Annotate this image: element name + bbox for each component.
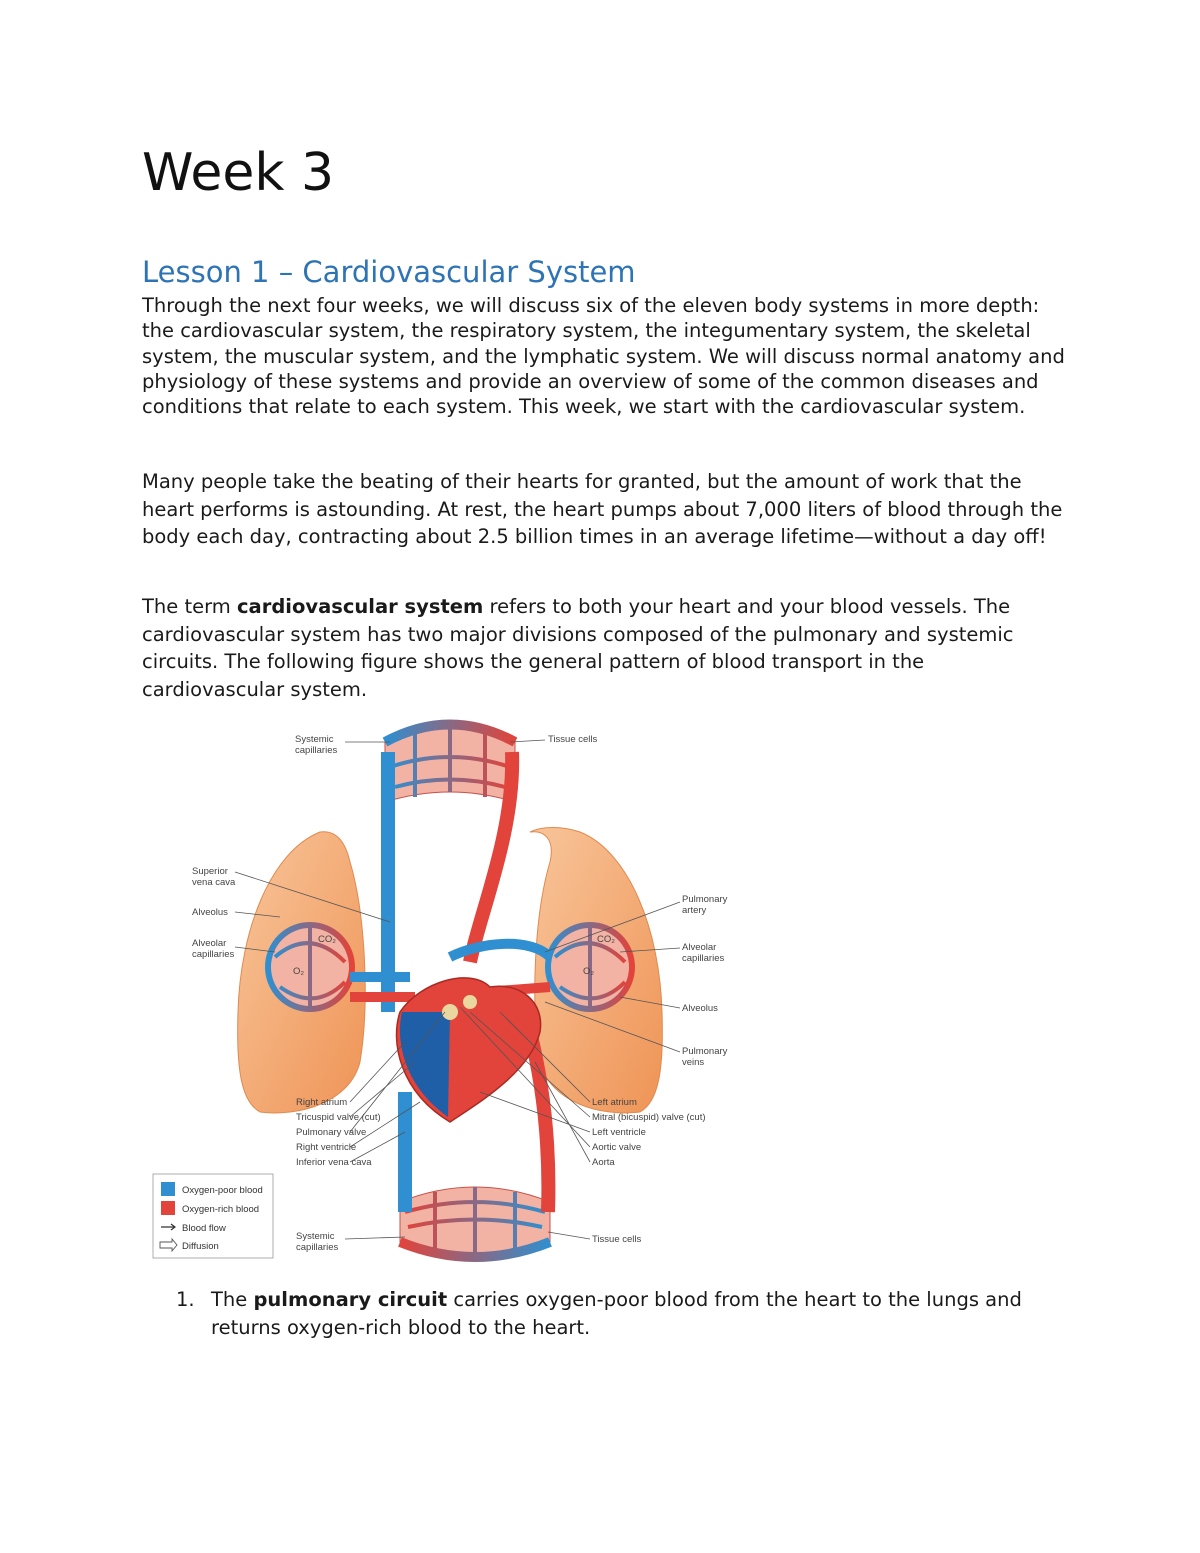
heart xyxy=(397,978,541,1122)
cardiovascular-term-paragraph xyxy=(142,593,1072,703)
co2-label-left: CO₂ xyxy=(318,934,336,945)
legend-swatch-oxygen-poor xyxy=(161,1182,175,1196)
o2-label-right: O₂ xyxy=(583,966,595,977)
cardiovascular-figure xyxy=(150,712,750,1272)
label-systemic-capillaries-bottom: Systemic capillaries xyxy=(296,1231,339,1253)
label-right-ventricle: Right ventricle xyxy=(296,1142,357,1153)
label-tissue-cells-bottom: Tissue cells xyxy=(592,1234,642,1245)
label-systemic-capillaries-top: Systemic capillaries xyxy=(295,734,338,756)
label-left-atrium: Left atrium xyxy=(592,1097,637,1108)
top-capillary-bed xyxy=(385,724,515,802)
label-alveolus-left: Alveolus xyxy=(192,907,228,918)
intro-paragraph: Through the next four weeks, we will discuss six of the eleven body systems in more depth: the cardiovascular system, the respiratory system, the integumentary system, the skeletal system, the muscular system, and the lymphatic system. We will discuss normal anatomy and physiology of these systems and provide an overview of some of the common diseases and conditions that relate to each system. This week, we start with the cardiovascular system. xyxy=(142,294,1065,419)
label-left-ventricle: Left ventricle xyxy=(592,1127,646,1138)
para3-before: The term xyxy=(142,595,237,618)
circulation-diagram xyxy=(150,712,750,1272)
left-alveolus xyxy=(268,925,352,1009)
label-tissue-cells-top: Tissue cells xyxy=(548,734,598,745)
label-aortic-valve: Aortic valve xyxy=(592,1142,642,1153)
legend-diffusion: Diffusion xyxy=(182,1241,219,1252)
list-item-after: carries oxygen-poor blood from the heart to the lungs and returns oxygen-rich blood to the heart. xyxy=(211,1288,1022,1339)
right-pulmonary-artery-vessel xyxy=(450,944,550,957)
co2-label-right: CO₂ xyxy=(597,934,615,945)
list-item xyxy=(176,1286,1056,1342)
label-superior-vena-cava: Superior vena cava xyxy=(192,866,236,888)
list-item-before: The xyxy=(211,1288,254,1311)
label-alveolus-right: Alveolus xyxy=(682,1003,718,1014)
heart-work-paragraph: Many people take the beating of their hearts for granted, but the amount of work that the heart performs is astounding. At rest, the heart pumps about 7,000 liters of blood through the body each day, contracting about 2.5 billion times in an average lifetime—without a day off! xyxy=(142,470,1063,548)
legend-oxygen-poor: Oxygen-poor blood xyxy=(182,1185,263,1196)
label-inferior-vena-cava: Inferior vena cava xyxy=(296,1157,372,1168)
legend-swatch-oxygen-rich xyxy=(161,1201,175,1215)
o2-label-left: O₂ xyxy=(293,966,305,977)
legend-blood-flow: Blood flow xyxy=(182,1223,226,1234)
label-pulmonary-veins: Pulmonary veins xyxy=(682,1046,728,1068)
label-right-atrium: Right atrium xyxy=(296,1097,348,1108)
label-aorta: Aorta xyxy=(592,1157,615,1168)
label-pulmonary-artery: Pulmonary artery xyxy=(682,894,728,916)
circuit-list xyxy=(176,1286,1056,1342)
term-pulmonary-circuit: pulmonary circuit xyxy=(253,1288,448,1311)
list-item-number: 1. xyxy=(176,1288,195,1311)
bottom-capillary-bed xyxy=(400,1187,550,1260)
label-tricuspid-valve: Tricuspid valve (cut) xyxy=(296,1112,381,1123)
page-heading: Week 3 xyxy=(142,143,335,203)
label-alveolar-capillaries-right: Alveolar capillaries xyxy=(682,942,725,964)
lesson-title: Lesson 1 – Cardiovascular System xyxy=(142,255,636,289)
legend-oxygen-rich: Oxygen-rich blood xyxy=(182,1204,260,1215)
figure-legend xyxy=(153,1174,273,1258)
para3-after: refers to both your heart and your blood vessels. The cardiovascular system has two major divisions composed of the pulmonary and systemic circuits. The following figure shows the general pattern of blood transport in the cardiovascular system. xyxy=(142,595,1014,701)
label-mitral-valve: Mitral (bicuspid) valve (cut) xyxy=(592,1112,706,1123)
label-pulmonary-valve: Pulmonary valve xyxy=(296,1127,367,1138)
label-alveolar-capillaries-left: Alveolar capillaries xyxy=(192,938,235,960)
term-cardiovascular-system: cardiovascular system xyxy=(236,595,484,618)
